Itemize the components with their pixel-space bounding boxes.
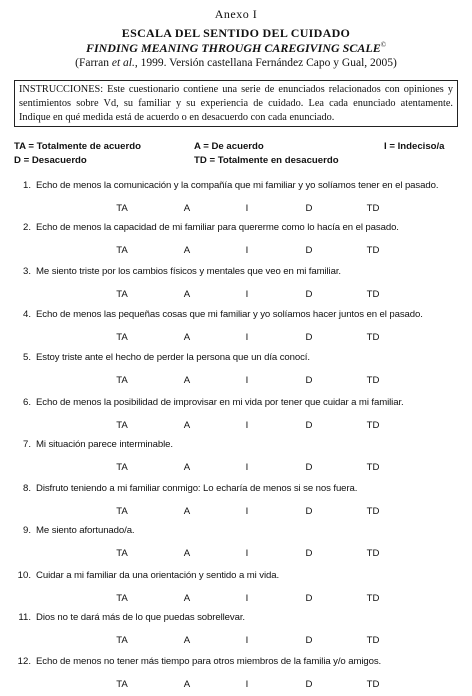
option-a[interactable]: A	[183, 245, 191, 256]
item-options	[0, 420, 472, 432]
item-options	[0, 462, 472, 474]
item-number: 11.	[18, 612, 31, 623]
option-a[interactable]: A	[183, 289, 191, 300]
option-td[interactable]: TD	[366, 593, 380, 604]
option-ta[interactable]: TA	[116, 462, 128, 473]
legend-row-1	[14, 141, 458, 154]
option-i[interactable]: I	[245, 203, 249, 214]
option-ta[interactable]: TA	[116, 679, 128, 690]
legend-ta: TA = Totalmente de acuerdo	[14, 141, 141, 152]
item-number: 12.	[17, 656, 31, 667]
copyright-mark: ©	[380, 41, 387, 49]
option-i[interactable]: I	[245, 635, 249, 646]
option-a[interactable]: A	[183, 332, 191, 343]
option-ta[interactable]: TA	[116, 635, 128, 646]
option-ta[interactable]: TA	[116, 289, 128, 300]
option-i[interactable]: I	[245, 548, 249, 559]
legend-d: D = Desacuerdo	[14, 155, 87, 166]
option-a[interactable]: A	[183, 548, 191, 559]
item-options	[0, 679, 472, 691]
option-td[interactable]: TD	[366, 506, 380, 517]
scale-subtitle-text: FINDING MEANING THROUGH CAREGIVING SCALE	[85, 41, 381, 55]
option-td[interactable]: TD	[366, 635, 380, 646]
option-a[interactable]: A	[183, 203, 191, 214]
legend-td: TD = Totalmente en desacuerdo	[194, 155, 339, 166]
item-text: Echo de menos las pequeñas cosas que mi familiar y yo solíamos hacer juntos en el pasado.	[36, 309, 423, 320]
item-text: Disfruto teniendo a mi familiar conmigo: Lo echaría de menos si se nos fuera.	[36, 483, 358, 494]
option-i[interactable]: I	[245, 332, 249, 343]
item-options	[0, 332, 472, 344]
option-i[interactable]: I	[245, 245, 249, 256]
item-text: Cuidar a mi familiar da una orientación y sentido a mi vida.	[36, 570, 280, 581]
option-d[interactable]: D	[305, 420, 313, 431]
citation-prefix: (Farran	[75, 57, 112, 69]
item-options	[0, 548, 472, 560]
item-text: Estoy triste ante el hecho de perder la persona que un día conocí.	[36, 352, 310, 363]
option-td[interactable]: TD	[366, 548, 380, 559]
item-number: 3.	[22, 266, 31, 277]
item-number: 4.	[22, 309, 31, 320]
item-text: Me siento afortunado/a.	[36, 525, 135, 536]
option-a[interactable]: A	[183, 375, 191, 386]
instructions-box: INSTRUCCIONES: Este cuestionario contiene una serie de enunciados relacionados con opiniones y sentimientos sobre Vd, su familiar y su experiencia de cuidado. Lea cada enunciado atentamente. Indique en qué medida está de acuerdo o en desacuerdo con cada enunciado.	[14, 80, 458, 127]
option-a[interactable]: A	[183, 679, 191, 690]
option-a[interactable]: A	[183, 506, 191, 517]
legend-a: A = De acuerdo	[194, 141, 264, 152]
option-ta[interactable]: TA	[116, 332, 128, 343]
legend-i: I = Indeciso/a	[384, 141, 445, 152]
option-a[interactable]: A	[183, 635, 191, 646]
option-d[interactable]: D	[305, 635, 313, 646]
option-d[interactable]: D	[305, 203, 313, 214]
legend-row-2	[14, 155, 458, 168]
option-td[interactable]: TD	[366, 679, 380, 690]
option-i[interactable]: I	[245, 289, 249, 300]
option-ta[interactable]: TA	[116, 548, 128, 559]
option-ta[interactable]: TA	[116, 203, 128, 214]
item-options	[0, 593, 472, 605]
option-a[interactable]: A	[183, 420, 191, 431]
item-options	[0, 245, 472, 257]
item-text: Echo de menos la capacidad de mi familiar para quererme como lo hacía en el pasado.	[36, 222, 399, 233]
option-a[interactable]: A	[183, 462, 191, 473]
option-td[interactable]: TD	[366, 332, 380, 343]
option-i[interactable]: I	[245, 420, 249, 431]
item-text: Mi situación parece interminable.	[36, 439, 173, 450]
option-td[interactable]: TD	[366, 420, 380, 431]
item-text: Echo de menos no tener más tiempo para otros miembros de la familia y/o amigos.	[36, 656, 382, 667]
option-ta[interactable]: TA	[116, 245, 128, 256]
option-d[interactable]: D	[305, 548, 313, 559]
scale-subtitle	[0, 41, 472, 56]
item-options	[0, 289, 472, 301]
option-ta[interactable]: TA	[116, 420, 128, 431]
option-d[interactable]: D	[305, 245, 313, 256]
item-text: Me siento triste por los cambios físicos y mentales que veo en mi familiar.	[36, 266, 341, 277]
option-td[interactable]: TD	[366, 245, 380, 256]
citation	[0, 57, 472, 69]
item-number: 5.	[22, 352, 31, 363]
citation-etal: et al.	[111, 57, 135, 69]
option-ta[interactable]: TA	[116, 506, 128, 517]
option-i[interactable]: I	[245, 375, 249, 386]
option-d[interactable]: D	[305, 593, 313, 604]
scale-title: ESCALA DEL SENTIDO DEL CUIDADO	[121, 26, 351, 40]
item-options	[0, 506, 472, 518]
option-d[interactable]: D	[305, 332, 313, 343]
item-text: Echo de menos la posibilidad de improvisar en mi vida por tener que cuidar a mi familiar.	[36, 397, 404, 408]
option-i[interactable]: I	[245, 506, 249, 517]
item-number: 2.	[22, 222, 31, 233]
option-a[interactable]: A	[183, 593, 191, 604]
option-d[interactable]: D	[305, 506, 313, 517]
option-td[interactable]: TD	[366, 289, 380, 300]
option-i[interactable]: I	[245, 462, 249, 473]
option-ta[interactable]: TA	[116, 375, 128, 386]
option-td[interactable]: TD	[366, 375, 380, 386]
option-ta[interactable]: TA	[116, 593, 128, 604]
option-td[interactable]: TD	[366, 462, 380, 473]
option-i[interactable]: I	[245, 679, 249, 690]
item-options	[0, 635, 472, 647]
item-text: Dios no te dará más de lo que puedas sobrellevar.	[36, 612, 245, 623]
option-d[interactable]: D	[305, 462, 313, 473]
item-text: Echo de menos la comunicación y la compañía que mi familiar y yo solíamos tener en el pasado.	[36, 180, 439, 191]
item-number: 7.	[22, 439, 31, 450]
item-number: 9.	[22, 525, 31, 536]
option-d[interactable]: D	[305, 289, 313, 300]
item-number: 8.	[22, 483, 31, 494]
item-options	[0, 203, 472, 215]
item-number: 6.	[22, 397, 31, 408]
option-d[interactable]: D	[305, 375, 313, 386]
option-d[interactable]: D	[305, 679, 313, 690]
annex-label: Anexo I	[214, 7, 258, 21]
option-i[interactable]: I	[245, 593, 249, 604]
citation-suffix: , 1999. Versión castellana Fernández Capo y Gual, 2005)	[134, 57, 397, 69]
item-options	[0, 375, 472, 387]
item-number: 10.	[17, 570, 31, 581]
item-number: 1.	[22, 180, 31, 191]
option-td[interactable]: TD	[366, 203, 380, 214]
